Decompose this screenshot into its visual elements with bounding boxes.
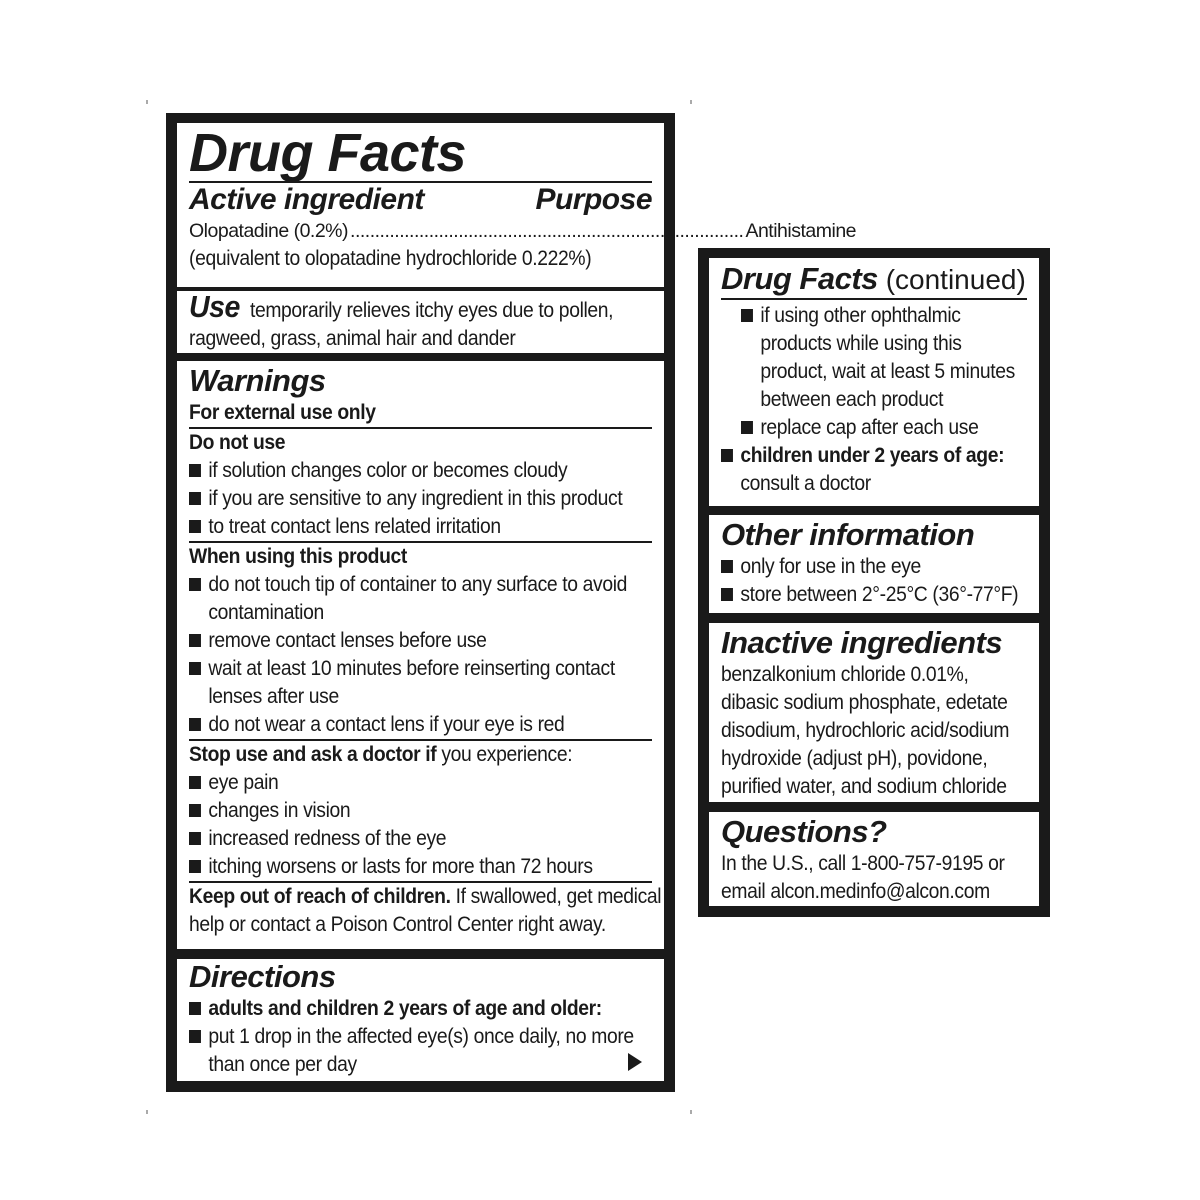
list-item <box>189 711 615 739</box>
bullet-square <box>721 588 733 601</box>
consult-doctor: consult a doctor <box>740 472 871 495</box>
directions-put-2: than once per day <box>208 1053 357 1076</box>
list-item-text: do not touch tip of container to any surface to avoid <box>208 573 628 596</box>
warnings-section <box>177 361 664 949</box>
inactive-ingredients-line: benzalkonium chloride 0.01%, <box>721 663 969 686</box>
external-use-only: For external use only <box>189 401 376 424</box>
inactive-ingredients-line: disodium, hydrochloric acid/sodium <box>721 719 1010 742</box>
list-item-text: if you are sensitive to any ingredient in this product <box>208 487 623 510</box>
other-information-heading: Other information <box>721 517 975 552</box>
bullet-square <box>189 832 201 845</box>
inactive-ingredients-heading: Inactive ingredients <box>721 625 1003 660</box>
keep-out-of-reach: Keep out of reach of children. <box>189 885 451 908</box>
bullet-square <box>189 776 201 789</box>
list-item <box>189 655 615 683</box>
bullet-square <box>721 449 733 462</box>
keep-rest-2: help or contact a Poison Control Center right away. <box>189 913 606 936</box>
list-item-text: replace cap after each use <box>760 416 979 439</box>
list-item <box>189 769 615 797</box>
other-information-section <box>709 515 1039 613</box>
crop-mark <box>146 1110 148 1114</box>
list-item-text: increased redness of the eye <box>208 827 447 850</box>
list-item <box>189 627 615 655</box>
list-item-text: store between 2°-25°C (36°-77°F) <box>740 583 1019 606</box>
questions-section <box>709 812 1039 906</box>
directions-section <box>177 959 664 1081</box>
crop-mark <box>690 1110 692 1114</box>
list-item <box>721 553 1003 581</box>
continue-arrow-icon <box>628 1053 642 1071</box>
list-item <box>721 581 1019 609</box>
drug-facts-title: Drug Facts <box>189 123 467 183</box>
list-item-text: wait at least 10 minutes before reinserting contact <box>208 657 615 680</box>
bullet-square <box>189 860 201 873</box>
active-ingredient-heading: Active ingredient <box>189 183 424 216</box>
continued-label: (continued) <box>877 264 1026 295</box>
list-item <box>189 853 615 881</box>
continued-section <box>709 258 1039 506</box>
list-item <box>189 825 615 853</box>
list-item-text: to treat contact lens related irritation <box>208 515 501 538</box>
directions-put-1: put 1 drop in the affected eye(s) once daily, no more <box>208 1025 634 1048</box>
bullet-square <box>189 578 201 591</box>
bullet-square <box>189 1002 201 1015</box>
list-item <box>189 457 615 485</box>
purpose-value: Antihistamine <box>745 220 857 242</box>
questions-phone: In the U.S., call 1-800-757-9195 or <box>721 852 1005 875</box>
list-item-text: changes in vision <box>208 799 351 822</box>
inactive-ingredients-section <box>709 623 1039 802</box>
questions-heading: Questions? <box>721 814 887 849</box>
list-item-text: do not wear a contact lens if your eye is red <box>208 713 565 736</box>
list-item-continuation: between each product <box>760 388 944 411</box>
list-item-continuation: lenses after use <box>208 685 339 708</box>
drug-facts-continued-panel <box>698 248 1050 917</box>
use-line-1: temporarily relieves itchy eyes due to pollen, <box>249 299 614 322</box>
bullet-square <box>189 718 201 731</box>
list-item <box>189 571 628 599</box>
bullet-square <box>189 464 201 477</box>
bullet-square <box>189 520 201 533</box>
bullet-square <box>189 492 201 505</box>
equivalent-note: (equivalent to olopatadine hydrochloride 0.222%) <box>189 247 592 270</box>
list-item <box>741 414 1004 442</box>
bullet-square <box>189 1030 201 1043</box>
list-item <box>189 797 615 825</box>
directions-adults: adults and children 2 years of age and older: <box>208 997 602 1020</box>
inactive-ingredients-line: hydroxide (adjust pH), povidone, <box>721 747 988 770</box>
list-item-continuation: contamination <box>208 601 324 624</box>
warnings-heading: Warnings <box>189 363 326 398</box>
list-item-continuation: products while using this <box>760 332 962 355</box>
when-using-heading: When using this product <box>189 545 407 568</box>
bullet-square <box>189 634 201 647</box>
purpose-heading: Purpose <box>535 183 652 216</box>
leader-dots: ................................................................................ <box>350 220 744 242</box>
continued-title: Drug Facts <box>721 261 878 296</box>
list-item <box>741 302 1004 330</box>
do-not-use-heading: Do not use <box>189 431 286 454</box>
list-item <box>189 513 615 541</box>
bullet-square <box>721 560 733 573</box>
bullet-square <box>741 309 753 322</box>
list-item-text: itching worsens or lasts for more than 72 hours <box>208 855 593 878</box>
active-ingredient-section <box>177 123 857 287</box>
stop-use-heading: Stop use and ask a doctor if <box>189 743 437 766</box>
list-item-continuation: product, wait at least 5 minutes <box>760 360 1015 383</box>
questions-email: email alcon.medinfo@alcon.com <box>721 880 990 903</box>
list-item-text: remove contact lenses before use <box>208 629 487 652</box>
use-heading: Use <box>189 289 240 324</box>
bullet-square <box>189 662 201 675</box>
directions-heading: Directions <box>189 959 336 994</box>
list-item-text: if solution changes color or becomes cloudy <box>208 459 568 482</box>
list-item <box>189 485 623 513</box>
list-item-text: only for use in the eye <box>740 555 921 578</box>
use-section <box>177 291 664 353</box>
active-ingredient-name: Olopatadine (0.2%) <box>189 220 349 242</box>
inactive-ingredients-line: dibasic sodium phosphate, edetate <box>721 691 1008 714</box>
crop-mark <box>690 100 692 104</box>
children-under-2: children under 2 years of age: <box>740 444 1005 467</box>
list-item-text: if using other ophthalmic <box>760 304 961 327</box>
list-item-text: eye pain <box>208 771 279 794</box>
stop-use-rest: you experience: <box>436 743 573 766</box>
bullet-square <box>741 421 753 434</box>
use-line-2: ragweed, grass, animal hair and dander <box>189 327 516 350</box>
inactive-ingredients-line: purified water, and sodium chloride <box>721 775 1007 798</box>
keep-rest-1: If swallowed, get medical <box>450 885 662 908</box>
crop-mark <box>146 100 148 104</box>
bullet-square <box>189 804 201 817</box>
